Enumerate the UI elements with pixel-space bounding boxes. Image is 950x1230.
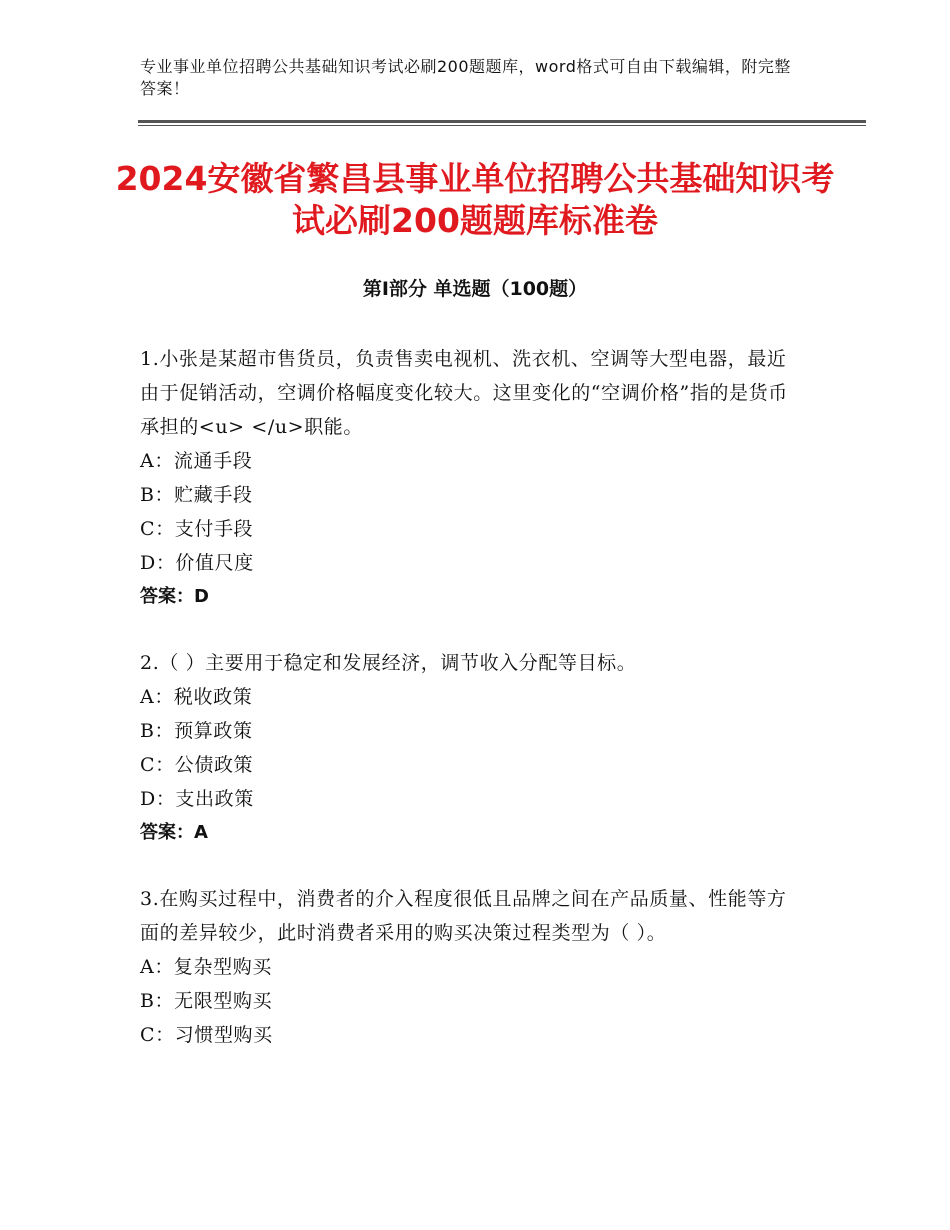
header-divider-thick — [138, 120, 866, 123]
option-d: D：价值尺度 — [140, 552, 254, 574]
answer: 答案：A — [140, 822, 208, 843]
option-a: A：流通手段 — [140, 450, 253, 472]
question-stem: 2.（ ）主要用于稳定和发展经济，调节收入分配等目标。 — [140, 652, 637, 674]
option-a: A：复杂型购买 — [140, 956, 272, 978]
question-list — [140, 342, 800, 1084]
option-b: B：预算政策 — [140, 720, 253, 742]
section-title: 第Ⅰ部分 单选题（100题） — [362, 278, 588, 300]
question-1 — [140, 342, 800, 614]
header-divider-thin — [138, 125, 866, 126]
option-c: C：习惯型购买 — [140, 1024, 273, 1046]
header-note: 专业事业单位招聘公共基础知识考试必刷200题题库，word格式可自由下载编辑，附完整答案！ — [140, 57, 791, 98]
option-b: B：无限型购买 — [140, 990, 273, 1012]
question-stem: 1.小张是某超市售货员，负责售卖电视机、洗衣机、空调等大型电器，最近由于促销活动，空调价格幅度变化较大。这里变化的“空调价格”指的是货币承担的<u> </u>职能。 — [140, 348, 788, 438]
option-b: B：贮藏手段 — [140, 484, 253, 506]
question-3 — [140, 882, 800, 1052]
option-d: D：支出政策 — [140, 788, 254, 810]
question-stem: 3.在购买过程中，消费者的介入程度很低且品牌之间在产品质量、性能等方面的差异较少，此时消费者采用的购买决策过程类型为（ ）。 — [140, 888, 787, 944]
document-title: 2024安徽省繁昌县事业单位招聘公共基础知识考试必刷200题题库标准卷 — [115, 159, 835, 240]
answer: 答案：D — [140, 586, 209, 607]
option-a: A：税收政策 — [140, 686, 253, 708]
option-c: C：公债政策 — [140, 754, 254, 776]
question-2 — [140, 646, 800, 850]
option-c: C：支付手段 — [140, 518, 254, 540]
